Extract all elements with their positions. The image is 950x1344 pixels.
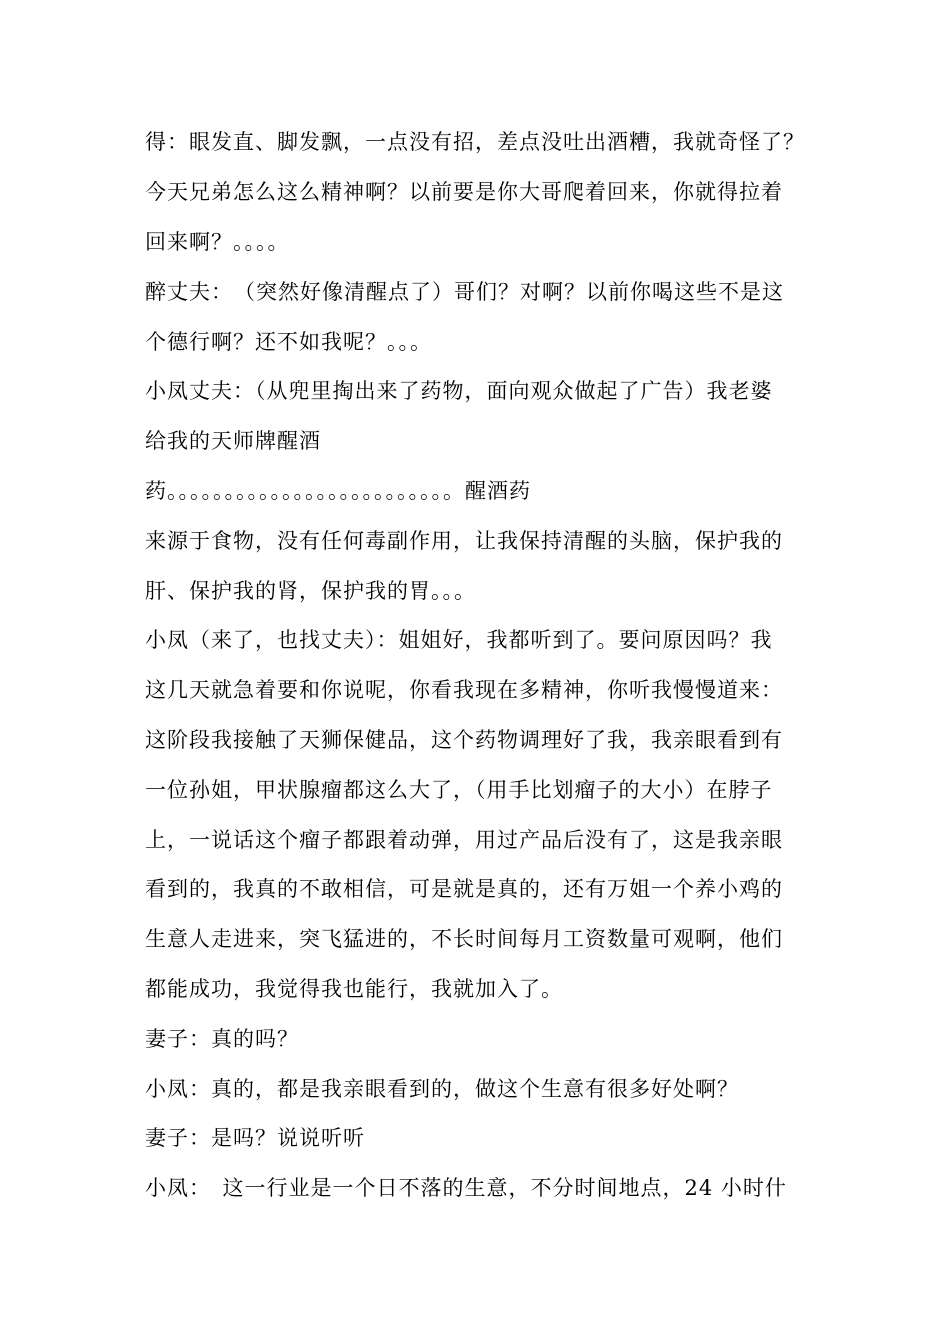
text-line: 妻子：真的吗？: [145, 1027, 299, 1051]
text-line: 小凤： 这一行业是一个日不落的生意，不分时间地点，24 小时什: [145, 1176, 787, 1200]
text-line: 今天兄弟怎么这么精神啊？以前要是你大哥爬着回来，你就得拉着: [145, 180, 783, 204]
text-line: 这阶段我接触了天狮保健品，这个药物调理好了我，我亲眼看到有: [145, 728, 783, 752]
text-line: 小凤丈夫：（从兜里掏出来了药物，面向观众做起了广告）我老婆: [145, 379, 773, 403]
text-line: 肝、保护我的肾，保护我的胃。。。: [145, 579, 476, 603]
text-line: 回来啊？。。。。: [145, 230, 290, 254]
text-line: 妻子：是吗？说说听听: [145, 1126, 365, 1150]
text-line: 给我的天师牌醒酒: [145, 429, 321, 453]
text-line: 小凤：真的，都是我亲眼看到的，做这个生意有很多好处啊？: [145, 1077, 739, 1101]
text-line: 得：眼发直、脚发飘，一点没有招，差点没吐出酒糟，我就奇怪了？: [145, 130, 805, 154]
text-line: 一位孙姐，甲状腺瘤都这么大了，（用手比划瘤子的大小）在脖子: [145, 778, 773, 802]
text-line: 都能成功，我觉得我也能行，我就加入了。: [145, 977, 563, 1001]
text-line: 小凤（来了，也找丈夫）：姐姐好，我都听到了。要问原因吗？我: [145, 628, 773, 652]
text-line: 来源于食物，没有任何毒副作用，让我保持清醒的头脑，保护我的: [145, 529, 783, 553]
text-line: 药。。。。。。。。。。。。。。。。。。。。。。。。。醒酒药: [145, 479, 531, 503]
text-line: 这几天就急着要和你说呢，你看我现在多精神，你听我慢慢道来：: [145, 678, 783, 702]
text-line: 看到的，我真的不敢相信，可是就是真的，还有万姐一个养小鸡的: [145, 877, 783, 901]
text-line: 醉丈夫： （突然好像清醒点了）哥们？对啊？以前你喝这些不是这: [145, 280, 784, 304]
text-line: 个德行啊？还不如我呢？。。。: [145, 330, 432, 354]
text-line: 上，一说话这个瘤子都跟着动弹，用过产品后没有了，这是我亲眼: [145, 828, 783, 852]
text-line: 生意人走进来，突飞猛进的，不长时间每月工资数量可观啊，他们: [145, 927, 783, 951]
